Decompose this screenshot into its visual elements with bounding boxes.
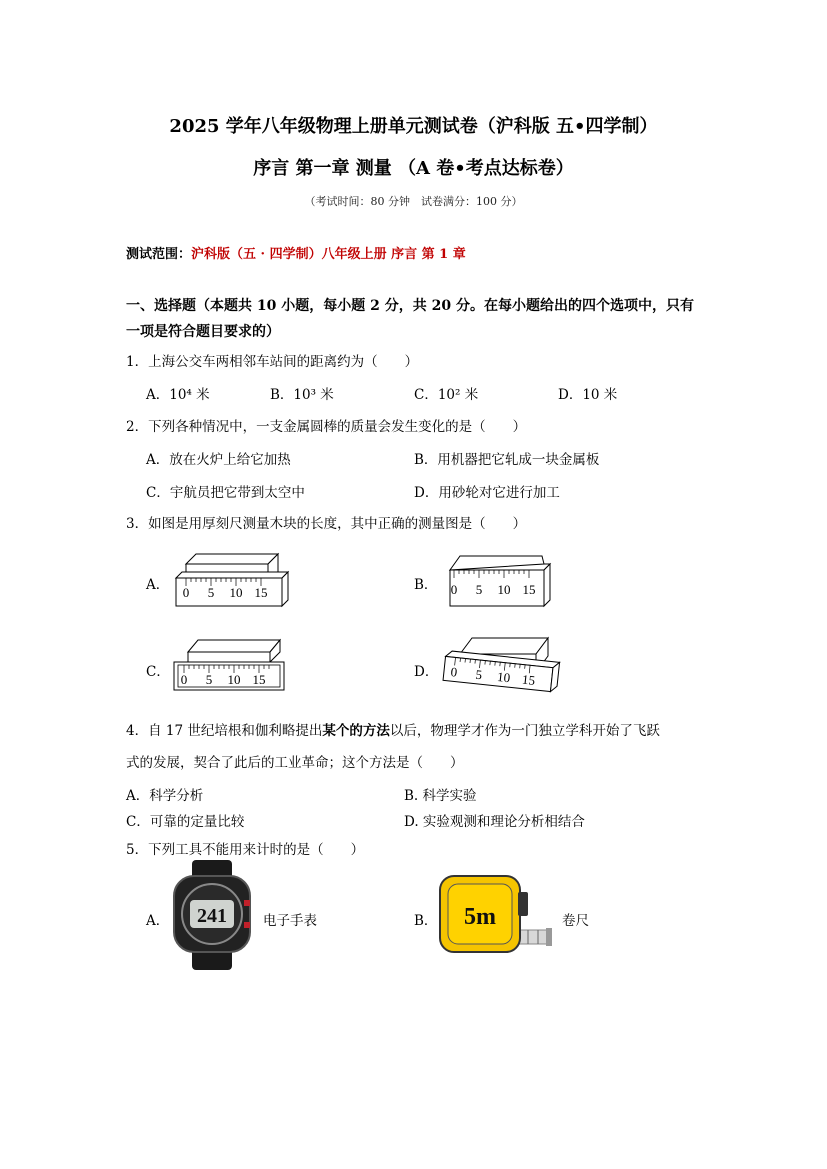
ruler-a-tick-15: 15 [254, 585, 268, 600]
ruler-a-tick-10: 10 [229, 585, 243, 600]
question-3-option-c: C． [146, 664, 170, 680]
ruler-d-tick-15: 15 [521, 671, 536, 688]
ruler-figure-c [170, 634, 290, 698]
ruler-b-tick-15: 15 [522, 582, 536, 597]
question-4-stem-post: 以后，物理学才作为一门独立学科开始了飞跃 [389, 723, 660, 739]
question-5-option-a: A． [146, 913, 170, 929]
test-range [126, 243, 466, 262]
watch-display: 241 [197, 905, 227, 927]
ruler-b-tick-5: 5 [475, 582, 483, 597]
question-5-option-a-label: 电子手表 [263, 913, 317, 929]
ruler-figure-d [438, 634, 562, 698]
question-4-stem-line2: 式的发展，契合了此后的工业革命；这个方法是（ ） [126, 755, 464, 771]
question-4-stem-bold: 某个的方法 [322, 723, 390, 739]
question-3-option-a: A． [146, 577, 170, 593]
ruler-d-tick-10: 10 [496, 668, 511, 686]
ruler-c-tick-5: 5 [205, 672, 213, 687]
page-title-line2: 序言 第一章 测量 （A 卷•考点达标卷） [253, 158, 574, 179]
page-title-line1: 2025 学年八年级物理上册单元测试卷（沪科版 五•四学制） [169, 116, 658, 137]
question-3-option-b: B． [414, 577, 438, 593]
question-4-option-c: C．可靠的定量比较 [126, 814, 245, 830]
section-heading-line1: 一、选择题（本题共 10 小题，每小题 2 分，共 20 分。在每小题给出的四个选项中，只有 [126, 298, 694, 314]
section-heading-line2: 一项是符合题目要求的） [126, 324, 280, 340]
question-2-option-d: D．用砂轮对它进行加工 [414, 485, 560, 501]
ruler-figure-a [170, 548, 290, 612]
test-range-value: 沪科版（五 · 四学制）八年级上册 序言 第 1 章 [191, 247, 466, 262]
ruler-a-tick-0: 0 [182, 585, 190, 600]
ruler-a-tick-5: 5 [207, 585, 215, 600]
ruler-figure-b [438, 548, 558, 612]
tape-display: 5m [464, 904, 496, 930]
question-4-stem-pre: 4．自 17 世纪培根和伽利略提出 [126, 723, 323, 739]
question-2-option-c: C．宇航员把它带到太空中 [146, 485, 305, 501]
question-5-option-b: B． [414, 913, 438, 929]
question-4-option-d: D. 实验观测和理论分析相结合 [404, 814, 585, 830]
question-1-option-a: A．10⁴ 米 [146, 387, 210, 403]
ruler-c-tick-15: 15 [252, 672, 266, 687]
digital-watch-icon [170, 860, 252, 970]
question-1-option-d: D．10 米 [558, 387, 618, 403]
question-4-stem-line1 [126, 719, 660, 739]
ruler-d-tick-0: 0 [449, 664, 458, 680]
question-3-stem: 3．如图是用厚刻尺测量木块的长度，其中正确的测量图是（ ） [126, 516, 527, 532]
question-1-option-b: B．10³ 米 [270, 387, 334, 403]
question-5-option-b-label: 卷尺 [562, 913, 589, 929]
ruler-d-tick-5: 5 [474, 666, 483, 683]
question-4-option-b: B. 科学实验 [404, 788, 477, 804]
question-2-option-b: B．用机器把它轧成一块金属板 [414, 452, 600, 468]
tape-measure-icon [438, 872, 554, 958]
question-1-stem: 1．上海公交车两相邻车站间的距离约为（ ） [126, 354, 419, 370]
question-5-stem: 5．下列工具不能用来计时的是（ ） [126, 842, 365, 858]
question-4-option-a: A．科学分析 [126, 788, 204, 804]
ruler-b-tick-0: 0 [450, 582, 458, 597]
question-2-stem: 2．下列各种情况中，一支金属圆棒的质量会发生变化的是（ ） [126, 419, 527, 435]
question-3-option-d: D． [414, 664, 439, 680]
test-range-label: 测试范围： [126, 247, 192, 262]
question-1-option-c: C．10² 米 [414, 387, 479, 403]
ruler-c-tick-10: 10 [227, 672, 241, 687]
ruler-c-tick-0: 0 [180, 672, 188, 687]
ruler-b-tick-10: 10 [497, 582, 511, 597]
question-2-option-a: A．放在火炉上给它加热 [146, 452, 291, 468]
exam-info: （考试时间：80 分钟 试卷满分：100 分） [304, 195, 523, 208]
